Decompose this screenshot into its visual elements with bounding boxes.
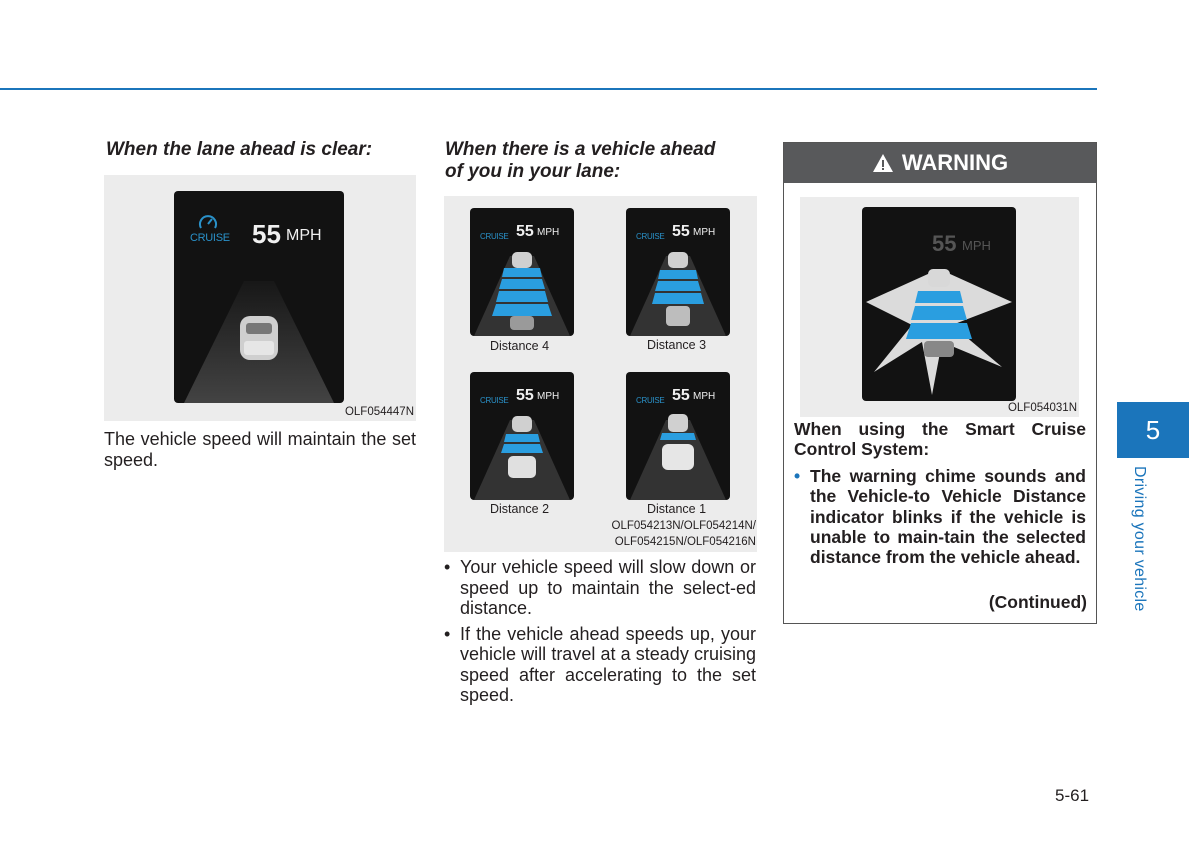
- distance-panel: [470, 208, 574, 336]
- col1-heading: When the lane ahead is clear:: [106, 139, 373, 160]
- list-item: • If the vehicle ahead speeds up, your vehicle will travel at a steady cruising speed after accelerating to the set speed.: [444, 623, 756, 705]
- warning-title: WARNING: [901, 150, 1009, 175]
- warning-triangle-icon: [872, 153, 894, 173]
- set-speed: 55: [516, 387, 534, 404]
- speed-unit: MPH: [537, 227, 560, 238]
- top-rule: [0, 88, 1097, 90]
- speed-unit: MPH: [693, 391, 716, 402]
- chapter-title: Driving your vehicle: [1131, 466, 1148, 612]
- cruise-label: CRUISE: [636, 396, 665, 405]
- dim-speed: 55: [932, 231, 957, 256]
- own-car-icon: [240, 316, 278, 360]
- cruise-label: CRUISE: [636, 232, 665, 241]
- list-item: • Your vehicle speed will slow down or speed up to maintain the select-ed distance.: [444, 557, 756, 618]
- figure-code-line1: OLF054213N/OLF054214N/: [611, 520, 756, 532]
- cruise-label: CRUISE: [480, 396, 509, 405]
- speed-unit: MPH: [286, 227, 322, 244]
- chapter-tab: [1117, 402, 1189, 458]
- chapter-number: 5: [1145, 414, 1161, 445]
- bullet-dot: •: [794, 466, 801, 486]
- continued-note: (Continued): [988, 592, 1087, 612]
- warning-figure: [800, 197, 1079, 417]
- distance-panel: [626, 372, 730, 500]
- list-item-text: Your vehicle speed will slow down or speed up to maintain the select-ed distance.: [460, 557, 756, 618]
- list-item-text: If the vehicle ahead speeds up, your vehicle will travel at a steady cruising speed after accelerating to the set speed.: [460, 623, 756, 705]
- distance-2-graphic: [470, 372, 574, 500]
- warning-header: [784, 143, 1096, 183]
- set-speed: 55: [672, 387, 690, 404]
- warning-display: [862, 207, 1016, 401]
- distance-caption: Distance 4: [490, 339, 550, 353]
- set-speed: 55: [672, 223, 690, 240]
- col2-heading-line2: of you in your lane:: [445, 161, 621, 182]
- distance-caption: Distance 3: [647, 338, 707, 352]
- cluster-display: [174, 191, 344, 403]
- col2-bullet-list: [444, 557, 756, 711]
- distance-3-graphic: [626, 208, 730, 336]
- cruise-label: CRUISE: [190, 232, 230, 244]
- cruise-label: CRUISE: [480, 232, 509, 241]
- distance-1-graphic: [626, 372, 730, 500]
- col1-body-text: The vehicle speed will maintain the set speed.: [104, 429, 416, 470]
- distance-figure: [444, 196, 757, 552]
- warning-intro: When using the Smart Cruise Control System:: [794, 419, 1086, 460]
- cruise-icon: [198, 213, 218, 231]
- warning-bullet-text: The warning chime sounds and the Vehicle-to Vehicle Distance indicator blinks if the vehicle is unable to main-tain the selected distance from the vehicle ahead.: [810, 466, 1086, 568]
- warning-box: [783, 142, 1097, 624]
- warning-bullet: [794, 466, 1086, 567]
- distance-panel: [626, 208, 730, 336]
- blinking-distance-graphic: [862, 207, 1016, 401]
- set-speed: 55: [252, 219, 281, 249]
- speed-unit: MPH: [537, 391, 560, 402]
- distance-caption: Distance 2: [490, 502, 550, 516]
- col2-heading-line1: When there is a vehicle ahead: [445, 139, 716, 160]
- distance-panel: [470, 372, 574, 500]
- figure-code: OLF054447N: [344, 406, 414, 418]
- distance-4-graphic: [470, 208, 574, 336]
- figure-code: OLF054031N: [1007, 402, 1077, 414]
- dim-speed-unit: MPH: [962, 238, 991, 253]
- speed-unit: MPH: [693, 227, 716, 238]
- distance-caption: Distance 1: [647, 502, 707, 516]
- cruise-clear-figure: [104, 175, 416, 421]
- set-speed: 55: [516, 223, 534, 240]
- page-number: 5-61: [1055, 786, 1090, 805]
- figure-code-line2: OLF054215N/OLF054216N: [614, 536, 756, 548]
